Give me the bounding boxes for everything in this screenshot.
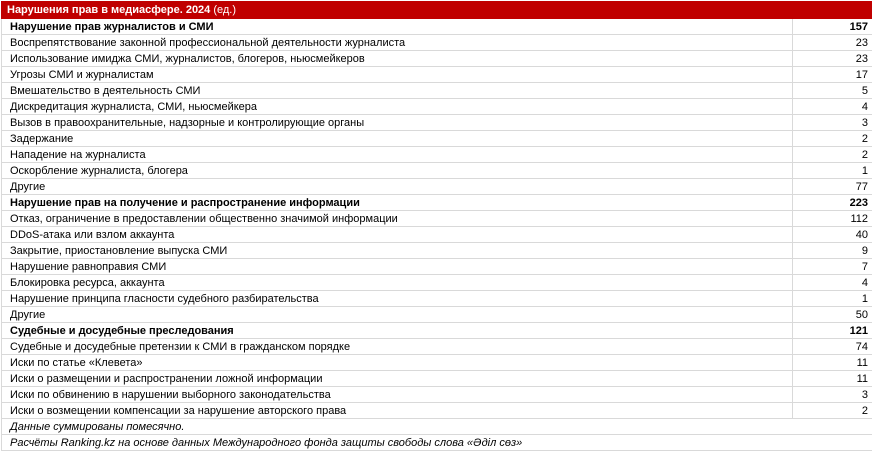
- table-row: [2, 227, 872, 243]
- table-row: [2, 211, 872, 227]
- table-row: [2, 163, 872, 179]
- table-row: [2, 51, 872, 67]
- note-summary: Данные суммированы помесячно.: [2, 419, 872, 435]
- row-value: 23: [793, 51, 872, 67]
- note-row: [2, 435, 872, 451]
- row-label: Судебные и досудебные претензии к СМИ в гражданском порядке: [2, 339, 793, 355]
- row-value: 4: [793, 99, 872, 115]
- table-row: [2, 131, 872, 147]
- row-label: Нарушение равноправия СМИ: [2, 259, 793, 275]
- row-value: 3: [793, 115, 872, 131]
- row-value: 2: [793, 131, 872, 147]
- row-label: Отказ, ограничение в предоставлении общественно значимой информации: [2, 211, 793, 227]
- table-row: [2, 115, 872, 131]
- row-label: Нападение на журналиста: [2, 147, 793, 163]
- row-value: 17: [793, 67, 872, 83]
- row-label: Закрытие, приостановление выпуска СМИ: [2, 243, 793, 259]
- row-value: 1: [793, 291, 872, 307]
- row-label: Другие: [2, 307, 793, 323]
- row-value: 40: [793, 227, 872, 243]
- table-row: [2, 339, 872, 355]
- row-label: Иски по статье «Клевета»: [2, 355, 793, 371]
- table-row: [2, 291, 872, 307]
- category-value: 121: [793, 323, 872, 339]
- row-value: 112: [793, 211, 872, 227]
- row-value: 9: [793, 243, 872, 259]
- category-value: 223: [793, 195, 872, 211]
- table-row: [2, 307, 872, 323]
- row-value: 7: [793, 259, 872, 275]
- row-value: 3: [793, 387, 872, 403]
- row-label: Задержание: [2, 131, 793, 147]
- row-value: 2: [793, 403, 872, 419]
- row-value: 11: [793, 371, 872, 387]
- row-label: Иски о возмещении компенсации за нарушение авторского права: [2, 403, 793, 419]
- table-row: [2, 179, 872, 195]
- row-value: 4: [793, 275, 872, 291]
- row-label: Иски по обвинению в нарушении выборного законодательства: [2, 387, 793, 403]
- row-label: Вызов в правоохранительные, надзорные и контролирующие органы: [2, 115, 793, 131]
- row-label: Иски о размещении и распространении ложной информации: [2, 371, 793, 387]
- category-label: Нарушение прав на получение и распространение информации: [2, 195, 793, 211]
- row-value: 1: [793, 163, 872, 179]
- table-row: [2, 387, 872, 403]
- row-value: 11: [793, 355, 872, 371]
- table-row: [2, 83, 872, 99]
- table-row: [2, 259, 872, 275]
- row-label: Использование имиджа СМИ, журналистов, блогеров, ньюсмейкеров: [2, 51, 793, 67]
- category-label: Судебные и досудебные преследования: [2, 323, 793, 339]
- row-label: Воспрепятствование законной профессиональной деятельности журналиста: [2, 35, 793, 51]
- row-label: Нарушение принципа гласности судебного разбирательства: [2, 291, 793, 307]
- table-title-text: Нарушения прав в медиасфере. 2024: [7, 4, 210, 16]
- row-label: DDoS-атака или взлом аккаунта: [2, 227, 793, 243]
- category-row: [2, 195, 872, 211]
- row-label: Вмешательство в деятельность СМИ: [2, 83, 793, 99]
- category-row: [2, 19, 872, 35]
- row-value: 5: [793, 83, 872, 99]
- table-title: [2, 2, 872, 19]
- row-value: 23: [793, 35, 872, 51]
- row-value: 50: [793, 307, 872, 323]
- table-row: [2, 403, 872, 419]
- category-row: [2, 323, 872, 339]
- table-row: [2, 67, 872, 83]
- table-title-unit: (ед.): [210, 4, 236, 16]
- category-label: Нарушение прав журналистов и СМИ: [2, 19, 793, 35]
- row-label: Оскорбление журналиста, блогера: [2, 163, 793, 179]
- table-row: [2, 147, 872, 163]
- table-row: [2, 99, 872, 115]
- table-row: [2, 371, 872, 387]
- table-row: [2, 355, 872, 371]
- row-label: Блокировка ресурса, аккаунта: [2, 275, 793, 291]
- table-row: [2, 275, 872, 291]
- row-label: Другие: [2, 179, 793, 195]
- row-label: Угрозы СМИ и журналистам: [2, 67, 793, 83]
- row-label: Дискредитация журналиста, СМИ, ньюсмейкера: [2, 99, 793, 115]
- media-rights-violations-table: [1, 1, 872, 451]
- table-title-row: [2, 2, 872, 19]
- table-row: [2, 35, 872, 51]
- category-value: 157: [793, 19, 872, 35]
- table-row: [2, 243, 872, 259]
- row-value: 2: [793, 147, 872, 163]
- row-value: 77: [793, 179, 872, 195]
- note-row: [2, 419, 872, 435]
- note-source: Расчёты Ranking.kz на основе данных Международного фонда защиты свободы слова «Әділ сөз»: [2, 435, 872, 451]
- row-value: 74: [793, 339, 872, 355]
